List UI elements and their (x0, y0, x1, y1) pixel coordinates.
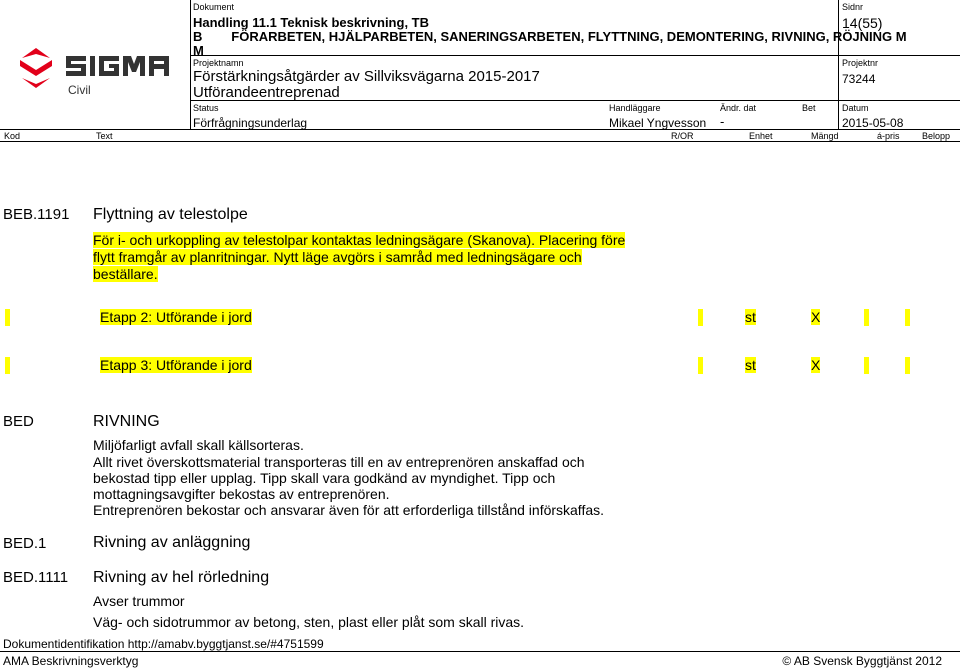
section-code: BED (3, 413, 34, 430)
andr-label: Ändr. dat (720, 103, 757, 113)
andr-value: - (720, 114, 725, 129)
header-rule (0, 141, 960, 142)
dokument-label: Dokument (193, 2, 235, 12)
text-line: Allt rivet överskottsmaterial transporteras till en av entreprenören anskaffad och (93, 454, 585, 470)
highlight-marker (864, 357, 869, 374)
dokument-line3: M (193, 43, 204, 58)
col-text: Text (96, 131, 113, 141)
text-line: bekostad tipp eller upplag. Tipp skall vara godkänd av myndighet. Tipp och (93, 470, 556, 486)
highlighted-text-line: För i- och urkoppling av telestolpar kontaktas ledningsägare (Skanova). Placering före (93, 232, 626, 248)
handlaggare-label: Handläggare (609, 103, 661, 113)
dokument-line2: B FÖRARBETEN, HJÄLPARBETEN, SANERINGSARBETEN, FLYTTNING, DEMONTERING, RIVNING, RÖJNING M (193, 29, 907, 44)
etapp-unit: st (745, 309, 756, 325)
col-ror: R/OR (671, 131, 694, 141)
text-line: mottagningsavgifter bekostas av entreprenören. (93, 486, 390, 502)
sidnr-value: 14(55) (842, 15, 883, 31)
status-label: Status (193, 103, 219, 113)
status-value: Förfrågningsunderlag (193, 116, 308, 130)
col-enhet: Enhet (749, 131, 773, 141)
highlight-marker (905, 309, 910, 326)
header-divider (838, 0, 839, 129)
projektnr-value: 73244 (842, 72, 876, 86)
header-divider (190, 0, 191, 129)
text-line: Avser trummor (93, 593, 185, 609)
col-belopp: Belopp (922, 131, 951, 141)
highlight-marker (698, 357, 703, 374)
logo-subtitle: Civil (68, 83, 91, 97)
section-title: Rivning av anläggning (93, 534, 251, 551)
footer-ama: AMA Beskrivningsverktyg (3, 654, 139, 668)
bet-label: Bet (802, 103, 816, 113)
section-title: Rivning av hel rörledning (93, 569, 270, 586)
highlighted-text-line: flytt framgår av planritningar. Nytt läge avgörs i samråd med ledningsägare och (93, 249, 582, 265)
sidnr-label: Sidnr (842, 2, 864, 12)
dokument-line1: Handling 11.1 Teknisk beskrivning, TB (193, 15, 429, 30)
section-code: BED.1111 (3, 569, 69, 586)
etapp-text: Etapp 2: Utförande i jord (100, 309, 252, 325)
etapp-text: Etapp 3: Utförande i jord (100, 357, 252, 373)
text-line: Väg- och sidotrummor av betong, sten, plast eller plåt som skall rivas. (93, 614, 525, 630)
sigma-mark-icon (20, 48, 52, 88)
handlaggare-value: Mikael Yngvesson (609, 116, 707, 130)
header-rule (0, 129, 960, 130)
col-apris: á-pris (877, 131, 900, 141)
footer-rule (0, 651, 960, 652)
etapp-unit: st (745, 357, 756, 373)
col-kod: Kod (4, 131, 21, 141)
projektnamn-line1: Förstärkningsåtgärder av Sillviksvägarna 2015-2017 (193, 68, 540, 85)
projektnr-label: Projektnr (842, 58, 879, 68)
datum-value: 2015-05-08 (842, 116, 904, 130)
sigma-logo (14, 44, 178, 100)
footer-dokid: Dokumentidentifikation http://amabv.byggtjanst.se/#4751599 (3, 637, 324, 651)
section-code: BED.1 (3, 535, 47, 552)
highlight-marker (905, 357, 910, 374)
header-rule (190, 55, 960, 56)
highlight-marker (5, 309, 10, 326)
projektnamn-label: Projektnamn (193, 58, 244, 68)
projektnamn-line2: Utförandeentreprenad (193, 84, 340, 101)
col-mangd: Mängd (811, 131, 839, 141)
highlight-marker (5, 357, 10, 374)
footer-copyright: © AB Svensk Byggtjänst 2012 (782, 654, 942, 668)
section-title: RIVNING (93, 413, 160, 430)
highlight-marker (864, 309, 869, 326)
section-title: Flyttning av telestolpe (93, 206, 248, 223)
sigma-wordmark (66, 56, 169, 76)
section-code: BEB.1191 (3, 206, 70, 223)
text-line: Miljöfarligt avfall skall källsorteras. (93, 437, 304, 453)
highlight-marker (698, 309, 703, 326)
etapp-mark: X (811, 309, 821, 325)
text-line: Entreprenören bekostar och ansvarar även för att erforderliga tillstånd införskaffas. (93, 502, 605, 518)
highlighted-text-line: beställare. (93, 266, 158, 282)
etapp-mark: X (811, 357, 821, 373)
datum-label: Datum (842, 103, 869, 113)
